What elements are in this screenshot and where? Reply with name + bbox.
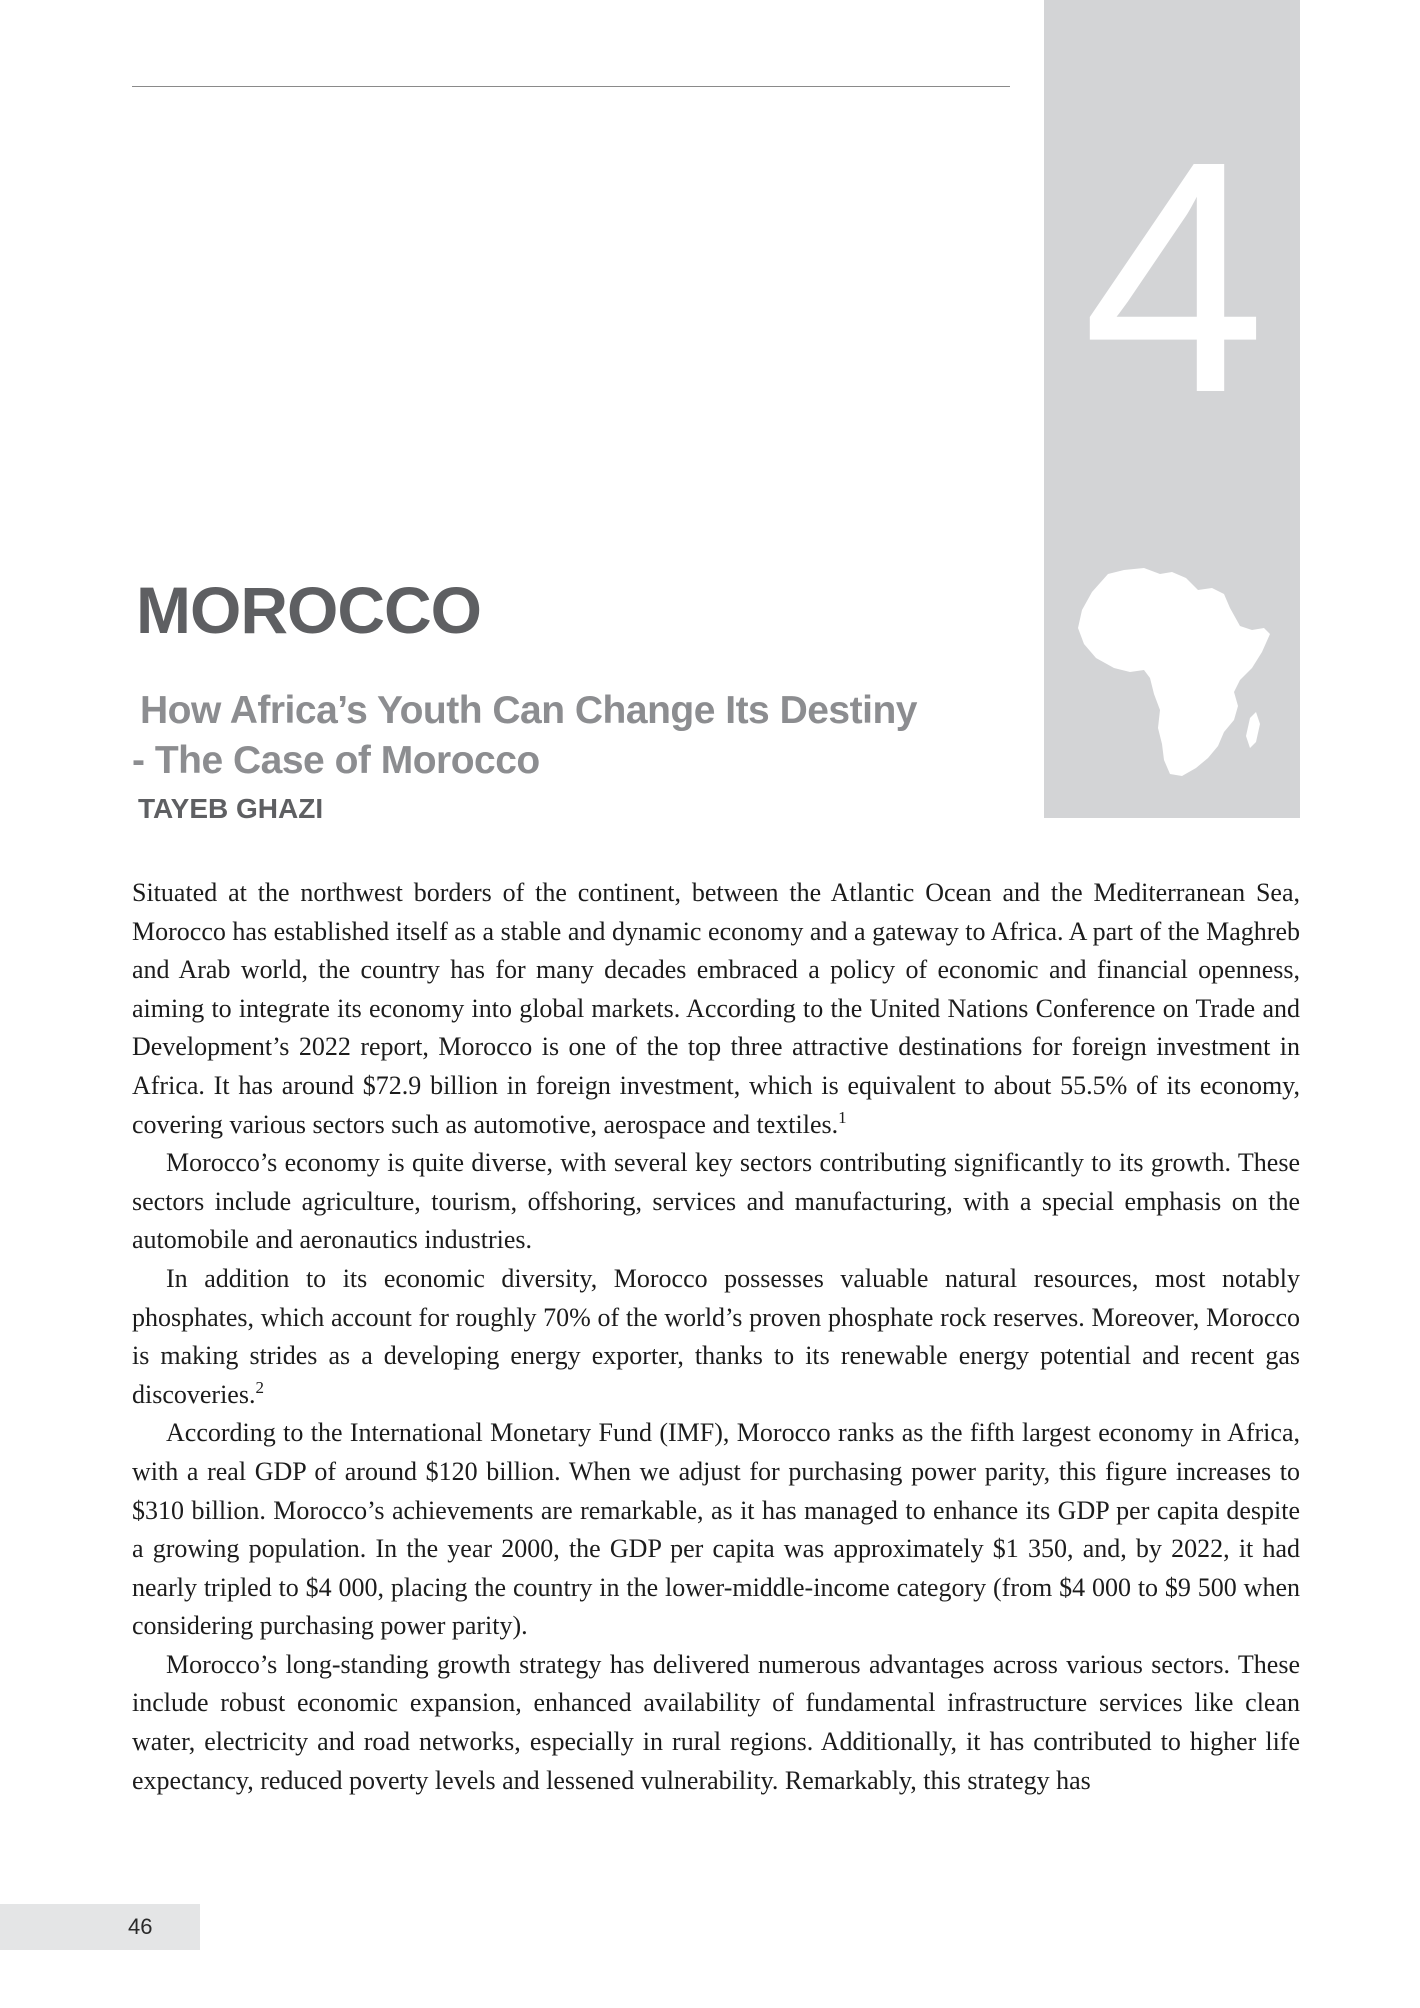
- paragraph-3-text: In addition to its economic diversity, Morocco possesses valuable natural resources, most notably phosphates, which account for roughly 70% of the world’s proven phosphate rock reserves. Moreover, Morocco is making strides as a developing energy exporter, thanks to its renewable energy potential and recent gas discoveries.: [132, 1263, 1300, 1409]
- paragraph-3: [132, 1260, 1300, 1414]
- chapter-title: MOROCCO: [136, 573, 481, 647]
- page-number: 46: [128, 1914, 153, 1939]
- paragraph-1: [132, 874, 1300, 1144]
- paragraph-2: Morocco’s economy is quite diverse, with several key sectors contributing significantly to its growth. These sectors include agriculture, tourism, offshoring, services and manufacturing, with a special emphasis on the automobile and aeronautics industries.: [132, 1148, 1300, 1255]
- footnote-ref-2[interactable]: 2: [255, 1377, 264, 1397]
- page-number-tab: [0, 1904, 200, 1950]
- paragraph-1-text: Situated at the northwest borders of the continent, between the Atlantic Ocean and the Mediterranean Sea, Morocco has established itself as a stable and dynamic economy and a gateway to Africa. A part of the Maghreb and Arab world, the country has for many decades embraced a policy of economic and financial openness, aiming to integrate its economy into global markets. According to the United Nations Conference on Trade and Development’s 2022 report, Morocco is one of the top three attractive destinations for foreign investment in Africa. It has around $72.9 billion in foreign investment, which is equivalent to about 55.5% of its economy, covering various sectors such as automotive, aerospace and textiles.: [132, 878, 1300, 1139]
- chapter-number: 4: [1082, 92, 1262, 461]
- footnote-ref-1[interactable]: 1: [838, 1107, 847, 1127]
- body-text: [132, 874, 1300, 1800]
- subtitle-line-2: - The Case of Morocco: [132, 739, 540, 782]
- africa-map-icon: [1074, 568, 1274, 782]
- subtitle-line-1: How Africa’s Youth Can Change Its Destiny: [140, 689, 917, 732]
- chapter-subtitle: [132, 686, 1012, 786]
- header-rule: [132, 86, 1010, 87]
- paragraph-4: According to the International Monetary Fund (IMF), Morocco ranks as the fifth largest economy in Africa, with a real GDP of around $120 billion. When we adjust for purchasing power parity, this figure increases to $310 billion. Morocco’s achievements are remarkable, as it has managed to enhance its GDP per capita despite a growing population. In the year 2000, the GDP per capita was approximately $1 350, and, by 2022, it had nearly tripled to $4 000, placing the country in the lower-middle-income category (from $4 000 to $9 500 when considering purchasing power parity).: [132, 1418, 1300, 1641]
- chapter-band: [1044, 0, 1300, 818]
- paragraph-5: Morocco’s long-standing growth strategy has delivered numerous advantages across various sectors. These include robust economic expansion, enhanced availability of fundamental infrastructure services like clean water, electricity and road networks, especially in rural regions. Additionally, it has contributed to higher life expectancy, reduced poverty levels and lessened vulnerability. Remarkably, this strategy has: [132, 1649, 1300, 1795]
- author-name: TAYEB GHAZI: [138, 793, 324, 824]
